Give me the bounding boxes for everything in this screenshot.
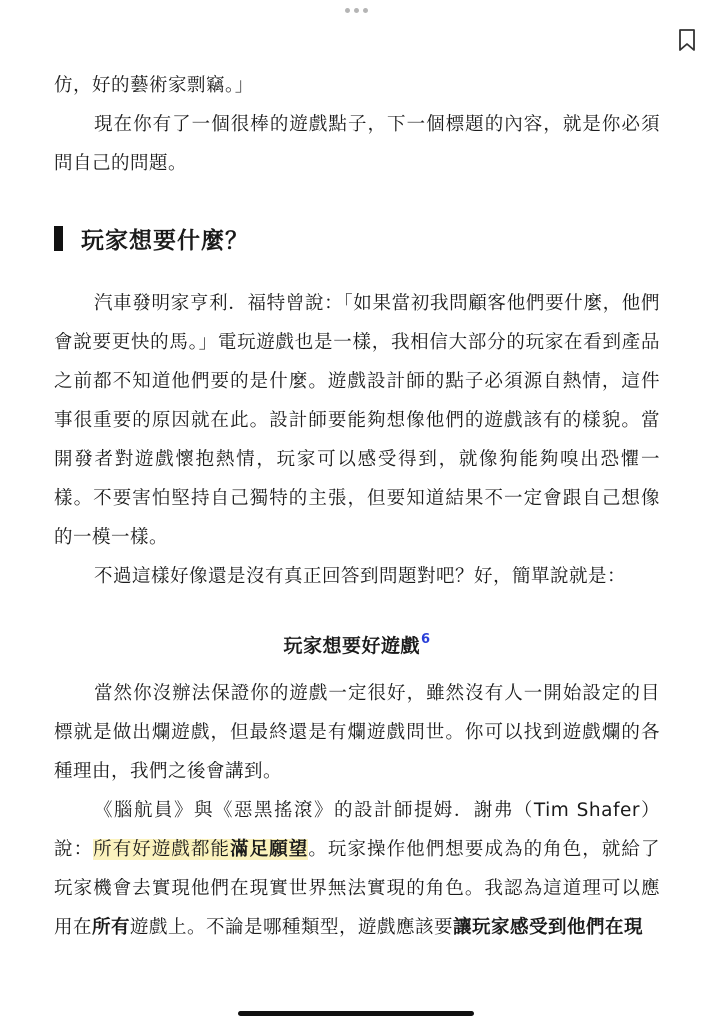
paragraph-continued: 仿，好的藝術家剽竊。」 — [54, 75, 254, 96]
more-dots-icon[interactable] — [340, 4, 372, 16]
paragraph-ford: 汽車發明家亨利．福特曾說：「如果當初我問顧客他們要什麼，他們會說要更快的馬。」電玩遊戲也是一樣，我相信大部分的玩家在看到產品之前都不知道他們要的是什麼。遊戲設計師的點子必須源自熱情，這件事很重要的原因就在此。設計師要能夠想像他們的遊戲該有的樣貌。當開發者對遊戲懷抱熱情，玩家可以感受得到，就像狗能夠嗅出恐懼一樣。不要害怕堅持自己獨特的主張，但要知道結果不一定會跟自己想像的一模一樣。 — [54, 293, 660, 548]
highlighted-text[interactable]: 所有好遊戲都能滿足願望 — [93, 839, 309, 860]
paragraph-answer: 不過這樣好像還是沒有真正回答到問題對吧？好，簡單說就是： — [94, 566, 627, 587]
center-title-text: 玩家想要好遊戲 — [283, 635, 420, 657]
home-indicator[interactable] — [238, 1011, 474, 1016]
paragraph-shafer: 《腦航員》與《惡黑搖滾》的設計師提姆．謝弗（Tim Shafer）說：所有好遊戲都能滿足願望。玩家操作他們想要成為的角色，就給了玩家機會去實現他們在現實世界無法實現的角色。我認為這道理可以應用在所有遊戲上。不論是哪種類型，遊戲應該要讓玩家感受到他們在現 — [54, 800, 660, 938]
paragraph-intro: 現在你有了一個很棒的遊戲點子，下一個標題的內容，就是你必須問自己的問題。 — [54, 114, 660, 174]
section-heading-text: 玩家想要什麼？ — [81, 227, 249, 254]
bookmark-icon[interactable] — [677, 28, 697, 52]
center-title — [54, 618, 660, 662]
paragraph-bad-games: 當然你沒辦法保證你的遊戲一定很好，雖然沒有人一開始設定的目標就是做出爛遊戲，但最終還是有爛遊戲問世。你可以找到遊戲爛的各種理由，我們之後會講到。 — [54, 683, 660, 782]
heading-marker — [54, 226, 63, 251]
page-content — [54, 66, 660, 947]
shafer-start: 《腦航員》與《惡黑搖滾》的設計師提姆．謝弗（Tim Shafer）說： — [54, 800, 660, 860]
footnote-link[interactable]: 6 — [420, 632, 431, 647]
section-heading — [54, 213, 660, 263]
